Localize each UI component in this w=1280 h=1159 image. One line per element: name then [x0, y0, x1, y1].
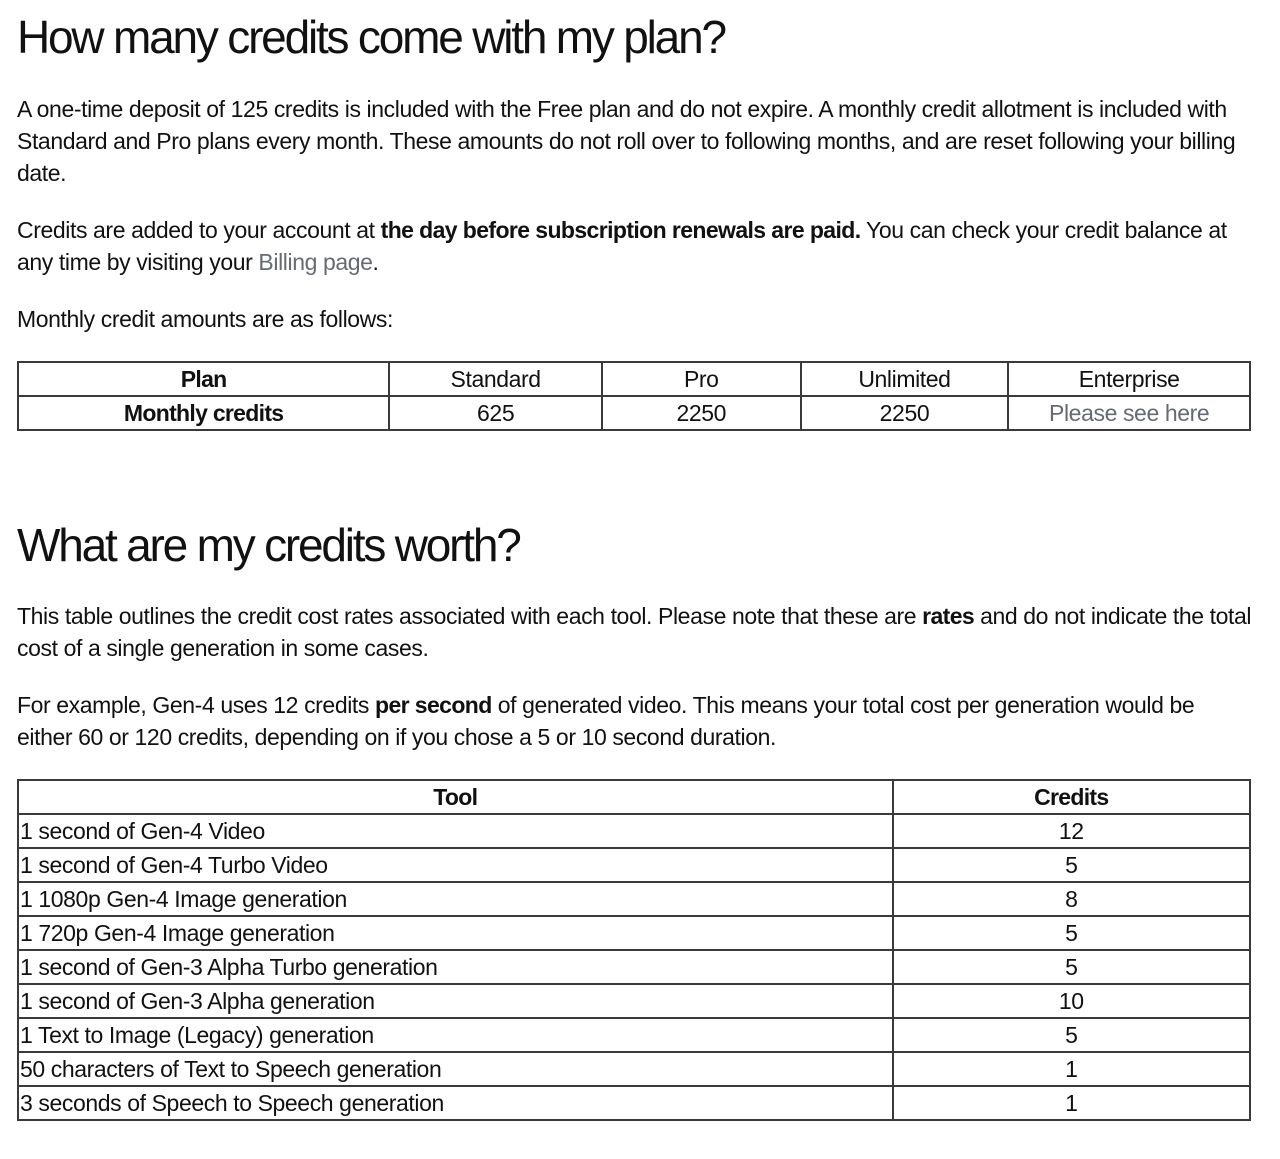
tool-header-cell: Tool: [18, 780, 893, 814]
pro-header-cell: Pro: [602, 362, 801, 396]
monthly-credits-label: Monthly credits: [18, 396, 389, 430]
enterprise-credits-cell: [1008, 396, 1250, 430]
tool-credits-cell: 1: [893, 1086, 1250, 1120]
tool-credits-cell: 5: [893, 1018, 1250, 1052]
tool-credits-cell: 5: [893, 916, 1250, 950]
tool-name-cell: 3 seconds of Speech to Speech generation: [18, 1086, 893, 1120]
credits-balance-text: You can check your credit balance at any time by visiting your: [17, 217, 1227, 275]
standard-header-cell: Standard: [389, 362, 602, 396]
table-row: [18, 814, 1250, 848]
monthly-amounts-intro: Monthly credit amounts are as follows:: [17, 306, 393, 332]
standard-credits-value: 625: [389, 396, 602, 430]
period-text: .: [372, 249, 379, 275]
unlimited-header-cell: Unlimited: [801, 362, 1009, 396]
credits-added-paragraph: [17, 214, 1253, 278]
cost-rates-text: This table outlines the credit cost rates associated with each tool. Please note that these are: [17, 603, 923, 629]
tools-header-row: [18, 780, 1250, 814]
tool-credits-cell: 5: [893, 848, 1250, 882]
plans-header-row: [18, 362, 1250, 396]
credits-added-text: Credits are added to your account at: [17, 217, 381, 243]
tools-table-body: [18, 814, 1250, 1120]
tool-name-cell: 50 characters of Text to Speech generation: [18, 1052, 893, 1086]
tool-name-cell: 1 second of Gen-4 Video: [18, 814, 893, 848]
enterprise-see-here-link[interactable]: Please see here: [1049, 400, 1210, 426]
table-row: [18, 882, 1250, 916]
tool-name-cell: 1 Text to Image (Legacy) generation: [18, 1018, 893, 1052]
renewal-bold-text: the day before subscription renewals are paid.: [380, 217, 861, 243]
table-row: [18, 950, 1250, 984]
table-row: [18, 1052, 1250, 1086]
example-text: For example, Gen-4 uses 12 credits: [17, 692, 375, 718]
example-paragraph: [17, 689, 1253, 753]
table-row: [18, 1086, 1250, 1120]
table-row: [18, 984, 1250, 1018]
cost-rates-text-end: and do not indicate the total cost of a single generation in some cases.: [17, 603, 1252, 661]
enterprise-header-cell: Enterprise: [1008, 362, 1250, 396]
tool-credits-cell: 5: [893, 950, 1250, 984]
per-second-bold-text: per second: [375, 692, 492, 718]
billing-page-link[interactable]: Billing page: [258, 249, 373, 275]
tool-name-cell: 1 720p Gen-4 Image generation: [18, 916, 893, 950]
rates-bold-text: rates: [922, 603, 975, 629]
tool-name-cell: 1 second of Gen-4 Turbo Video: [18, 848, 893, 882]
free-plan-paragraph: A one-time deposit of 125 credits is included with the Free plan and do not expire. A monthly credit allotment is included with Standard and Pro plans every month. These amounts do not roll over to following months, and are reset following your billing date.: [17, 96, 1236, 186]
monthly-credits-table: [17, 361, 1251, 431]
pro-credits-value: 2250: [602, 396, 801, 430]
table-row: [18, 1018, 1250, 1052]
tool-credits-cell: 1: [893, 1052, 1250, 1086]
unlimited-credits-value: 2250: [801, 396, 1009, 430]
example-text-end: of generated video. This means your total cost per generation would be either 60 or 120 credits, depending on if you chose a 5 or 10 second duration.: [17, 692, 1195, 750]
credits-header-cell: Credits: [893, 780, 1250, 814]
table-row: [18, 848, 1250, 882]
tool-name-cell: 1 second of Gen-3 Alpha generation: [18, 984, 893, 1018]
tool-credits-cell: 8: [893, 882, 1250, 916]
plan-header-cell: Plan: [18, 362, 389, 396]
monthly-credits-row: [18, 396, 1250, 430]
credits-worth-heading: What are my credits worth?: [17, 519, 520, 571]
tool-name-cell: 1 1080p Gen-4 Image generation: [18, 882, 893, 916]
tool-name-cell: 1 second of Gen-3 Alpha Turbo generation: [18, 950, 893, 984]
plan-credits-heading: How many credits come with my plan?: [17, 11, 725, 63]
tool-credits-table: [17, 779, 1251, 1121]
cost-rates-paragraph: [17, 600, 1253, 664]
tool-credits-cell: 10: [893, 984, 1250, 1018]
tool-credits-cell: 12: [893, 814, 1250, 848]
table-row: [18, 916, 1250, 950]
